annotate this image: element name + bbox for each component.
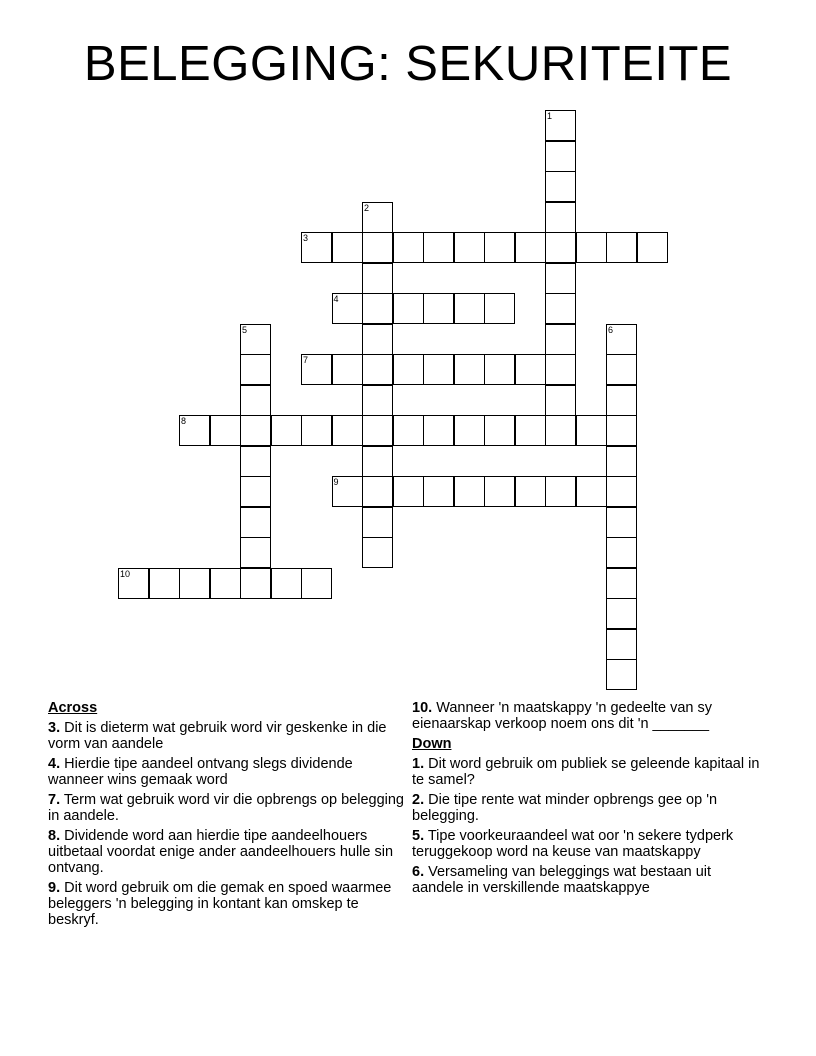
- grid-cell[interactable]: [484, 354, 515, 385]
- grid-cell[interactable]: [362, 293, 393, 324]
- grid-cell[interactable]: [362, 537, 393, 568]
- grid-cell[interactable]: [362, 385, 393, 416]
- grid-cell[interactable]: [515, 354, 546, 385]
- grid-cell[interactable]: [515, 415, 546, 446]
- clue-item: [412, 756, 762, 788]
- grid-cell[interactable]: [606, 476, 637, 507]
- grid-cell[interactable]: [606, 537, 637, 568]
- clue-number: 8: [181, 416, 187, 426]
- grid-cell[interactable]: [576, 232, 607, 263]
- across-heading: Across: [48, 700, 98, 716]
- grid-cell[interactable]: [362, 202, 393, 233]
- grid-cell[interactable]: [210, 415, 241, 446]
- grid-cell[interactable]: [606, 324, 637, 355]
- grid-cell[interactable]: [393, 293, 424, 324]
- grid-cell[interactable]: [545, 385, 576, 416]
- page-title: BELEGGING: SEKURITEITE: [83, 37, 733, 91]
- grid-cell[interactable]: [545, 415, 576, 446]
- grid-cell[interactable]: [545, 202, 576, 233]
- clue-item: [48, 756, 408, 788]
- grid-cell[interactable]: [545, 324, 576, 355]
- grid-cell[interactable]: [454, 293, 485, 324]
- grid-cell[interactable]: [393, 354, 424, 385]
- clue-text: Hierdie tipe aandeel ontvang slegs dividende wanneer wins gemaak word: [48, 756, 353, 788]
- clue-number-label: 3.: [48, 720, 61, 736]
- clue-number: 9: [333, 477, 339, 487]
- clue-number-label: 9.: [48, 880, 61, 896]
- grid-cell[interactable]: [179, 568, 210, 599]
- grid-cell[interactable]: [454, 232, 485, 263]
- clue-number: 7: [303, 355, 309, 365]
- grid-cell[interactable]: [606, 629, 637, 660]
- grid-cell[interactable]: [545, 171, 576, 202]
- grid-cell[interactable]: [240, 354, 271, 385]
- grid-cell[interactable]: [362, 232, 393, 263]
- grid-cell[interactable]: [362, 415, 393, 446]
- clue-text: Dit word gebruik om publiek se geleende kapitaal in te samel?: [412, 756, 760, 788]
- grid-cell[interactable]: [118, 568, 149, 599]
- grid-cell[interactable]: [423, 354, 454, 385]
- clue-item: [412, 792, 762, 824]
- grid-cell[interactable]: [362, 476, 393, 507]
- grid-cell[interactable]: [454, 476, 485, 507]
- grid-cell[interactable]: [240, 385, 271, 416]
- grid-cell[interactable]: [606, 507, 637, 538]
- across-clue-list: [48, 720, 408, 928]
- down-heading: Down: [412, 736, 452, 752]
- grid-cell[interactable]: [240, 476, 271, 507]
- clue-text: Dit is dieterm wat gebruik word vir geskenke in die vorm van aandele: [48, 720, 387, 752]
- grid-cell[interactable]: [301, 568, 332, 599]
- grid-cell[interactable]: [240, 446, 271, 477]
- grid-cell[interactable]: [332, 232, 363, 263]
- grid-cell[interactable]: [484, 476, 515, 507]
- grid-cell[interactable]: [362, 263, 393, 294]
- clue-text: Wanneer 'n maatskappy 'n gedeelte van sy eienaarskap verkoop noem ons dit 'n _______: [412, 700, 713, 732]
- grid-cell[interactable]: [515, 232, 546, 263]
- grid-cell[interactable]: [332, 354, 363, 385]
- grid-cell[interactable]: [393, 476, 424, 507]
- grid-cell[interactable]: [545, 110, 576, 141]
- grid-cell[interactable]: [240, 324, 271, 355]
- clue-item: [412, 864, 762, 896]
- clue-number: 6: [608, 324, 614, 335]
- clue-text: Tipe voorkeuraandeel wat oor 'n sekere tydperk teruggekoop word na keuse van maatskappy: [412, 828, 734, 860]
- grid-cell[interactable]: [423, 293, 454, 324]
- clue-number: 3: [303, 233, 309, 243]
- grid-cell[interactable]: [301, 415, 332, 446]
- across-clue-list-continued: [412, 700, 762, 732]
- grid-cell[interactable]: [423, 415, 454, 446]
- clue-number: 2: [364, 202, 370, 213]
- grid-cell[interactable]: [484, 293, 515, 324]
- grid-cell[interactable]: [210, 568, 241, 599]
- clue-number: 10: [120, 568, 131, 579]
- grid-cell[interactable]: [454, 354, 485, 385]
- grid-cell[interactable]: [576, 476, 607, 507]
- grid-cell[interactable]: [606, 415, 637, 446]
- grid-cell[interactable]: [545, 354, 576, 385]
- grid-cell[interactable]: [637, 232, 668, 263]
- clue-item: [48, 792, 408, 824]
- clue-item: [48, 828, 408, 876]
- grid-cell[interactable]: [606, 446, 637, 477]
- grid-cell[interactable]: [606, 659, 637, 690]
- down-clue-list: [412, 756, 762, 896]
- clues-right-column: [412, 700, 762, 900]
- grid-cell[interactable]: [545, 293, 576, 324]
- grid-cell[interactable]: [606, 385, 637, 416]
- clue-number: 4: [333, 294, 339, 304]
- clue-item: [412, 828, 762, 860]
- grid-cell[interactable]: [606, 232, 637, 263]
- grid-cell[interactable]: [240, 537, 271, 568]
- grid-cell[interactable]: [606, 354, 637, 385]
- clue-number-label: 5.: [412, 828, 425, 844]
- grid-cell[interactable]: [515, 476, 546, 507]
- grid-cell[interactable]: [301, 232, 332, 263]
- clue-item: [412, 700, 762, 732]
- grid-cell[interactable]: [362, 446, 393, 477]
- grid-cell[interactable]: [484, 232, 515, 263]
- grid-cell[interactable]: [545, 232, 576, 263]
- grid-cell[interactable]: [393, 415, 424, 446]
- grid-cell[interactable]: [179, 415, 210, 446]
- clue-text: Dividende word aan hierdie tipe aandeelhouers uitbetaal voordat enige ander aandeelhouers hulle sin ontvang.: [48, 828, 394, 876]
- clues-left-column: [48, 700, 408, 932]
- clue-number-label: 2.: [412, 792, 425, 808]
- grid-cell[interactable]: [545, 476, 576, 507]
- grid-cell[interactable]: [576, 415, 607, 446]
- clue-number: 1: [547, 111, 553, 121]
- clue-number-label: 10.: [412, 700, 433, 716]
- grid-cell[interactable]: [484, 415, 515, 446]
- clue-number-label: 6.: [412, 864, 425, 880]
- clue-text: Term wat gebruik word vir die opbrengs op belegging in aandele.: [48, 792, 404, 824]
- clue-text: Dit word gebruik om die gemak en spoed waarmee beleggers 'n belegging in kontant kan omskep te beskryf.: [48, 880, 392, 928]
- grid-cell[interactable]: [240, 507, 271, 538]
- clue-number-label: 4.: [48, 756, 61, 772]
- grid-cell[interactable]: [606, 568, 637, 599]
- grid-cell[interactable]: [332, 476, 363, 507]
- grid-cell[interactable]: [545, 263, 576, 294]
- clue-item: [48, 720, 408, 752]
- clue-text: Versameling van beleggings wat bestaan uit aandele in verskillende maatskappye: [412, 864, 712, 896]
- grid-cell[interactable]: [545, 141, 576, 172]
- grid-cell[interactable]: [332, 293, 363, 324]
- grid-cell[interactable]: [271, 568, 302, 599]
- grid-cell[interactable]: [362, 354, 393, 385]
- clue-number-label: 8.: [48, 828, 61, 844]
- grid-cell[interactable]: [606, 598, 637, 629]
- grid-cell[interactable]: [454, 415, 485, 446]
- grid-cell[interactable]: [423, 476, 454, 507]
- clue-item: [48, 880, 408, 928]
- clue-number: 5: [242, 324, 248, 335]
- clue-number-label: 1.: [412, 756, 425, 772]
- grid-cell[interactable]: [240, 568, 271, 599]
- grid-cell[interactable]: [240, 415, 271, 446]
- grid-cell[interactable]: [362, 324, 393, 355]
- grid-cell[interactable]: [301, 354, 332, 385]
- clue-number-label: 7.: [48, 792, 61, 808]
- grid-cell[interactable]: [362, 507, 393, 538]
- grid-cell[interactable]: [149, 568, 180, 599]
- grid-cell[interactable]: [393, 232, 424, 263]
- clue-text: Die tipe rente wat minder opbrengs gee op 'n belegging.: [412, 792, 718, 824]
- grid-cell[interactable]: [271, 415, 302, 446]
- grid-cell[interactable]: [423, 232, 454, 263]
- grid-cell[interactable]: [332, 415, 363, 446]
